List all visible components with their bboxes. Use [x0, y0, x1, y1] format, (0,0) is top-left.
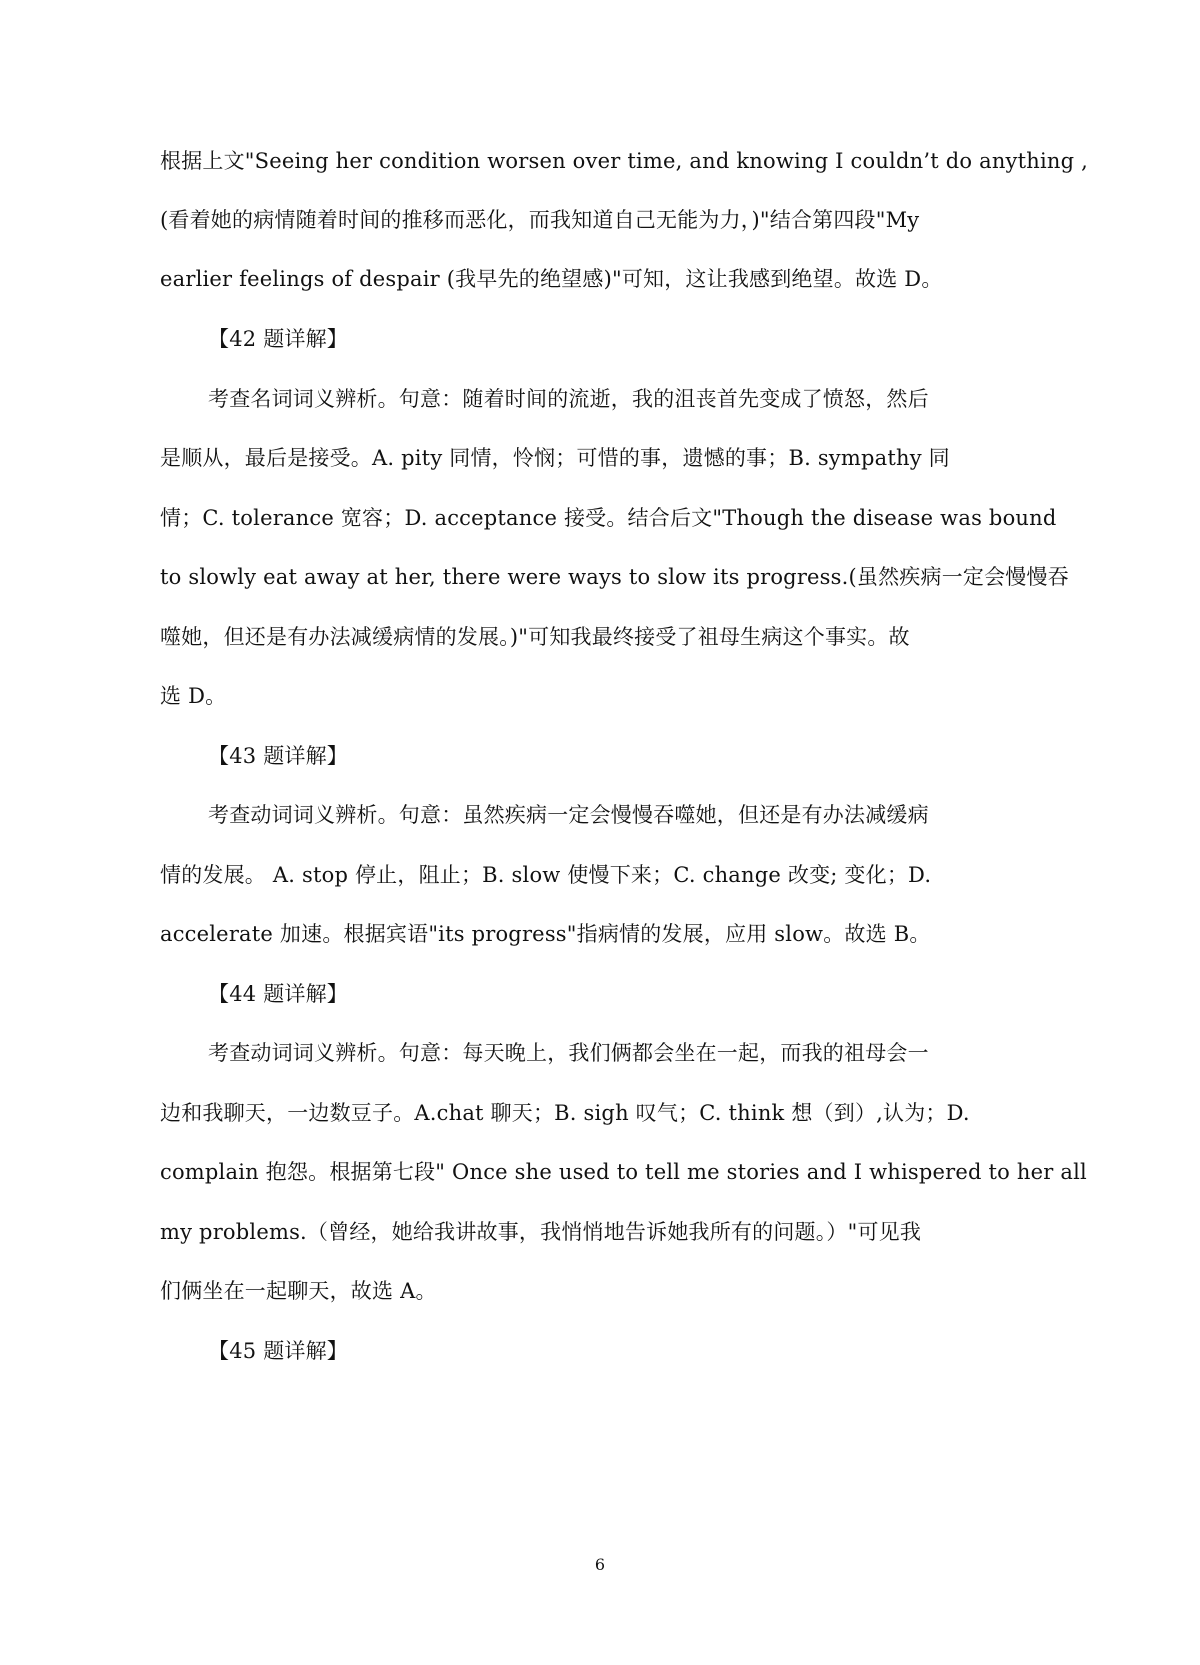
text-line: accelerate 加速。根据宾语"its progress"指病情的发展，应用 slow。故选 B。 [160, 922, 931, 946]
text-line: 考查动词词义辨析。句意：虽然疾病一定会慢慢吞噬她，但还是有办法减缓病 [208, 803, 929, 827]
text-line: (看着她的病情随着时间的推移而恶化，而我知道自己无能为力，)"结合第四段"My [160, 208, 920, 232]
text-line: 情；C. tolerance 宽容；D. acceptance 接受。结合后文"Though the disease was bound [160, 506, 1057, 530]
text-line: 选 D。 [160, 684, 227, 708]
text-line: 情的发展。 A. stop 停止，阻止；B. slow 使慢下来；C. change 改变; 变化；D. [160, 863, 932, 887]
text-line: 噬她，但还是有办法减缓病情的发展。)"可知我最终接受了祖母生病这个事实。故 [160, 625, 910, 649]
text-line: 边和我聊天，一边数豆子。A.chat 聊天；B. sigh 叹气；C. think 想（到）,认为；D. [160, 1101, 970, 1125]
text-line: 考查名词词义辨析。句意：随着时间的流逝，我的沮丧首先变成了愤怒，然后 [208, 387, 929, 411]
text-line: 是顺从，最后是接受。A. pity 同情，怜悯；可惜的事，遗憾的事；B. sympathy 同 [160, 446, 950, 470]
text-line: complain 抱怨。根据第七段" Once she used to tell me stories and I whispered to her all [160, 1160, 1087, 1184]
text-line: 根据上文"Seeing her condition worsen over time, and knowing I couldn’t do anything , [160, 149, 1089, 173]
text-line: 们俩坐在一起聊天，故选 A。 [160, 1279, 437, 1303]
text-line: to slowly eat away at her, there were ways to slow its progress.(虽然疾病一定会慢慢吞 [160, 565, 1069, 589]
text-line: my problems.（曾经，她给我讲故事，我悄悄地告诉她我所有的问题。）"可见我 [160, 1220, 922, 1244]
section-heading-42: 【42 题详解】 [208, 327, 348, 351]
page-number: 6 [594, 1555, 606, 1574]
section-heading-43: 【43 题详解】 [208, 744, 348, 768]
section-heading-44: 【44 题详解】 [208, 982, 348, 1006]
text-line: earlier feelings of despair (我早先的绝望感)"可知，这让我感到绝望。故选 D。 [160, 267, 943, 291]
section-heading-45: 【45 题详解】 [208, 1339, 348, 1363]
text-line: 考查动词词义辨析。句意：每天晚上，我们俩都会坐在一起，而我的祖母会一 [208, 1041, 929, 1065]
